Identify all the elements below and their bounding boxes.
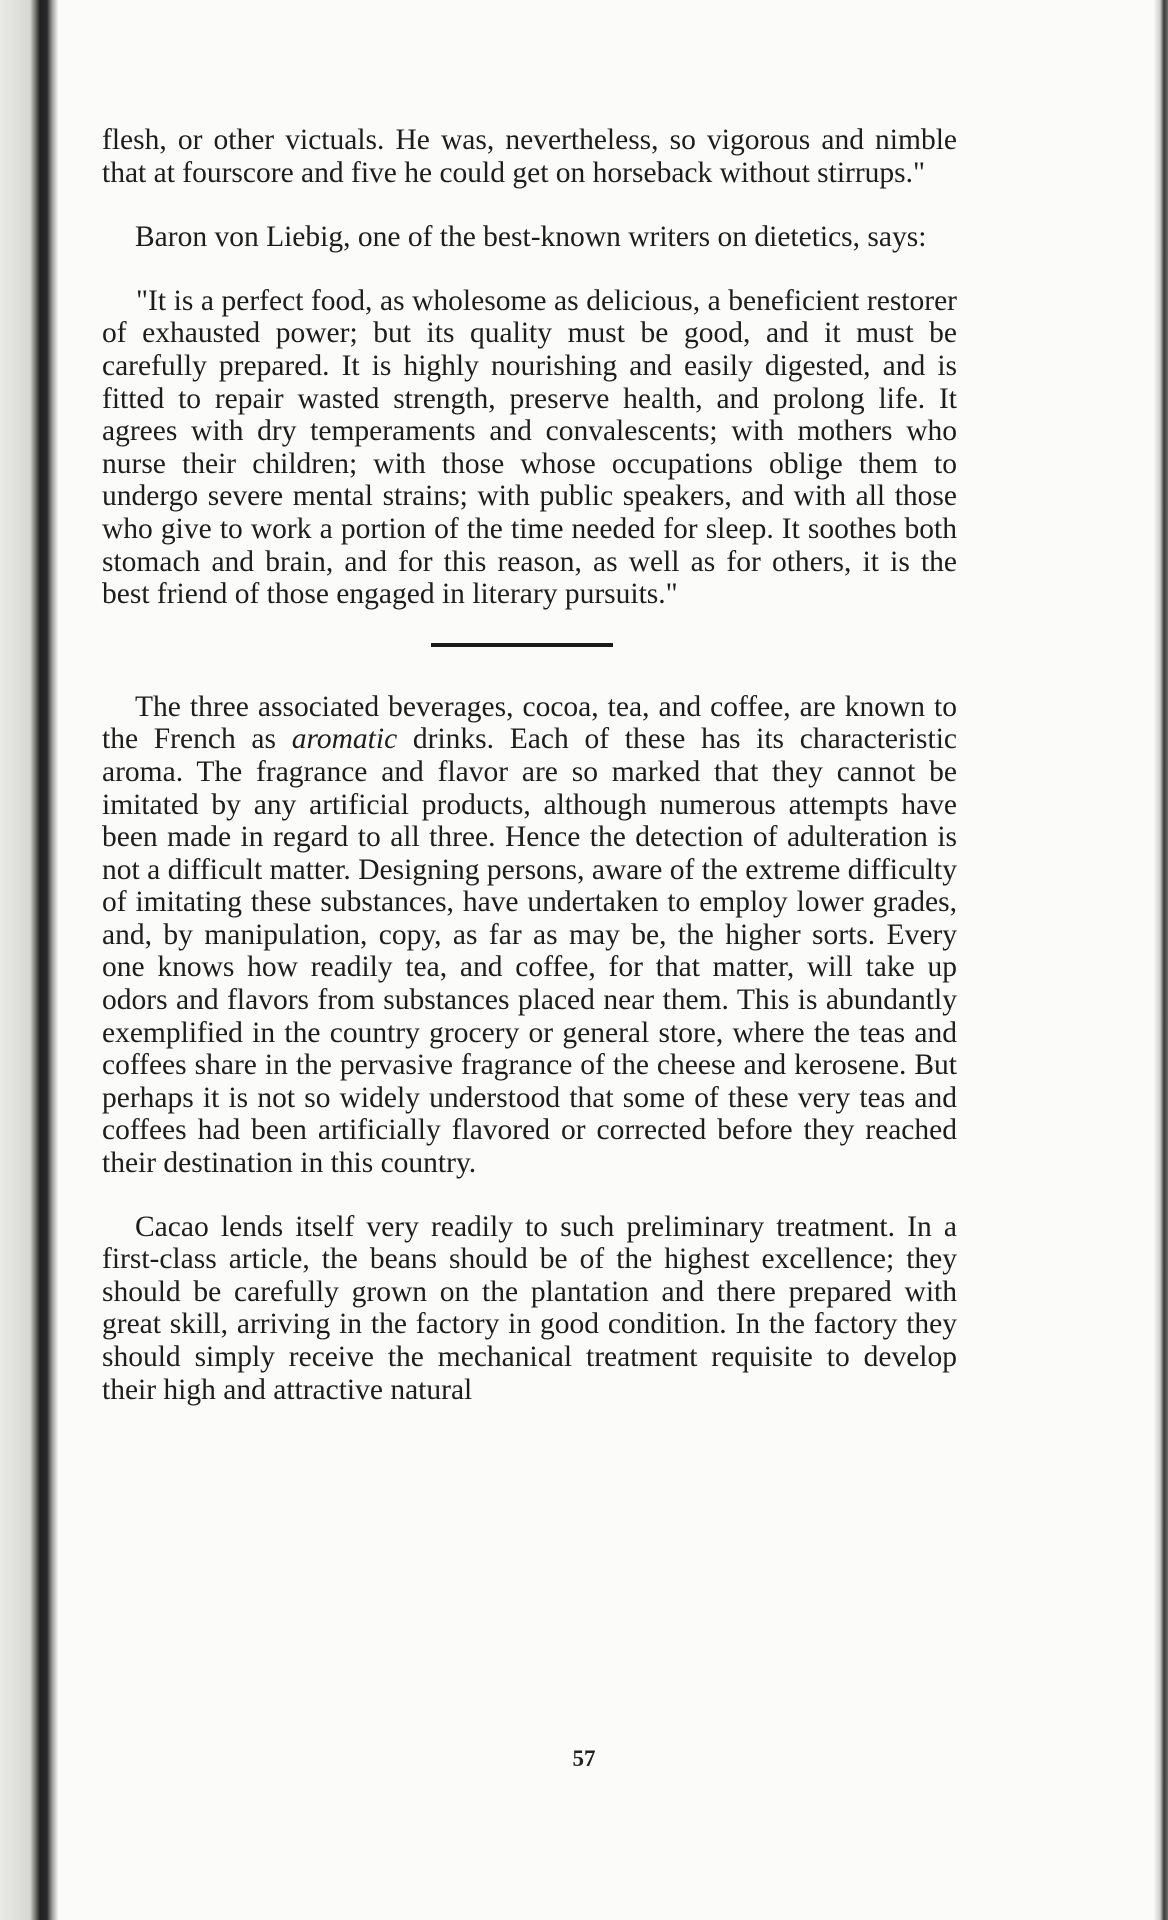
italic-term: aromatic <box>291 723 398 756</box>
section-divider <box>431 643 613 647</box>
paragraph-text-start: The three associated beverages, cocoa, tea, and coffee, are known to the French as <box>102 690 957 756</box>
binding-edge <box>0 0 58 1920</box>
page-edge <box>1154 0 1168 1920</box>
paragraph-cacao: Cacao lends itself very readily to such preliminary treatment. In a first-class article, the beans should be of the highest excellence; they should be carefully grown on the plantation and there prepared with great skill, arriving in the factory in good condition. In the factory they should simply receive the mechanical treatment requisite to develop their high and attractive natural <box>102 1210 957 1406</box>
paragraph-liebig-intro: Baron von Liebig, one of the best-known writers on dietetics, says: <box>135 221 927 254</box>
page-number: 57 <box>572 1746 596 1771</box>
page-body <box>102 124 957 1437</box>
liebig-quote: "It is a perfect food, as wholesome as delicious, a beneficient restorer of exhausted power; but its quality must be good, and it must be carefully prepared. It is highly nourishing and easily digested, and is fitted to repair wasted strength, preserve health, and prolong life. It agrees with dry temperaments and convalescents; with mothers who nurse their children; with those whose occupations oblige them to undergo severe mental strains; with public speakers, and with all those who give to work a portion of the time needed for sleep. It soothes both stomach and brain, and for this reason, as well as for others, it is the best friend of those engaged in literary pursuits." <box>102 284 957 611</box>
paragraph-continuation: flesh, or other victuals. He was, nevertheless, so vigorous and nimble that at fourscore and five he could get on horseback without stirrups." <box>102 124 957 189</box>
paragraph-aromatic-drinks <box>102 691 957 1180</box>
paragraph-text-rest: drinks. Each of these has its characteristic aroma. The fragrance and flavor are so marked that they cannot be imitated by any artificial products, although numerous attempts have been made in regard to all three. Hence the detection of adulteration is not a difficult matter. Designing persons, aware of the extreme difficulty of imitating these substances, have undertaken to employ lower grades, and, by manipulation, copy, as far as may be, the higher sorts. Every one knows how readily tea, and coffee, for that matter, will take up odors and flavors from substances placed near them. This is abundantly exemplified in the country grocery or general store, where the teas and coffees share in the pervasive fragrance of the cheese and kerosene. But perhaps it is not so widely understood that some of these very teas and coffees had been artificially flavored or corrected before they reached their destination in this country. <box>102 723 957 1180</box>
